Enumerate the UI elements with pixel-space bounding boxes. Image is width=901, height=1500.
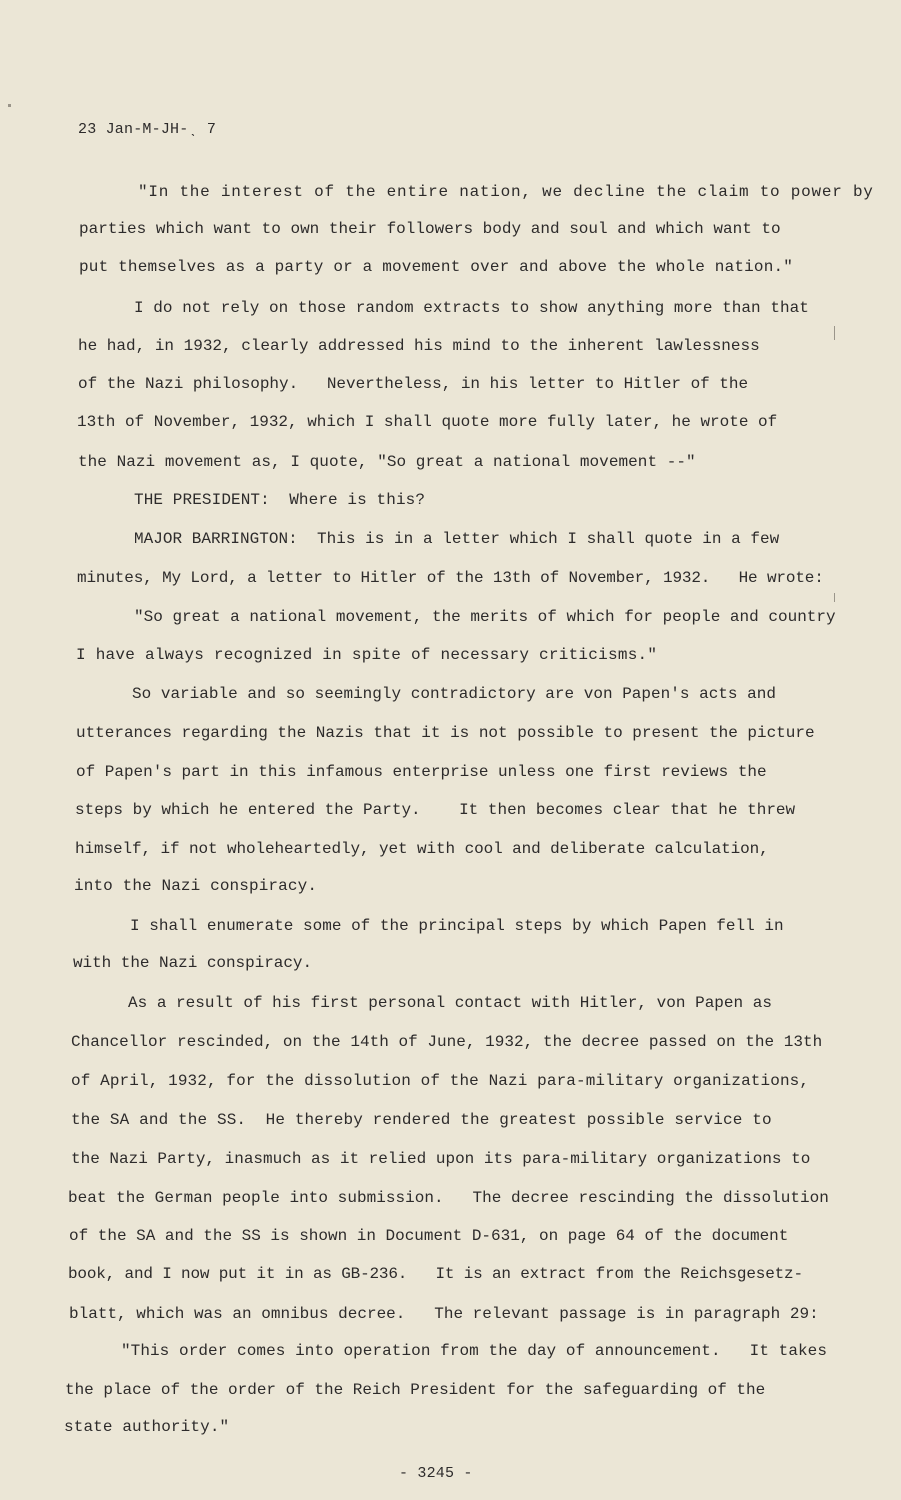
text-line: book, and I now put it in as GB-236. It is an extract from the Reichsgesetz- (68, 1265, 803, 1283)
text-line: the Nazi movement as, I quote, "So great a national movement --" (78, 453, 696, 471)
text-line: the Nazi Party, inasmuch as it relied upon its para-military organizations to (71, 1150, 811, 1168)
page-number: - 3245 - (399, 1465, 473, 1482)
text-line: utterances regarding the Nazis that it is not possible to present the picture (76, 724, 815, 742)
text-line: of Papen's part in this infamous enterprise unless one first reviews the (76, 763, 767, 781)
text-line: MAJOR BARRINGTON: This is in a letter which I shall quote in a few (134, 530, 780, 548)
text-line: I do not rely on those random extracts to show anything more than that (134, 299, 809, 317)
text-line: the place of the order of the Reich President for the safeguarding of the (65, 1381, 766, 1399)
text-line: "So great a national movement, the merits of which for people and country (134, 608, 836, 626)
text-line: "In the interest of the entire nation, we decline the claim to power by (138, 183, 874, 201)
text-line: he had, in 1932, clearly addressed his mind to the inherent lawlessness (78, 337, 760, 355)
text-line: beat the German people into submission. The decree rescinding the dissolution (68, 1189, 829, 1207)
text-line: of April, 1932, for the dissolution of the Nazi para-military organizations, (71, 1072, 810, 1090)
text-line: put themselves as a party or a movement over and above the whole nation." (79, 258, 794, 276)
text-line: THE PRESIDENT: Where is this? (134, 491, 426, 509)
text-line: blatt, which was an omnibus decree. The relevant passage is in paragraph 29: (69, 1305, 819, 1323)
text-line: "This order comes into operation from the day of announcement. It takes (121, 1342, 828, 1360)
text-line: 13th of November, 1932, which I shall quote more fully later, he wrote of (77, 413, 778, 431)
text-line: with the Nazi conspiracy. (73, 954, 313, 972)
text-line: into the Nazi conspiracy. (74, 877, 318, 895)
text-line: steps by which he entered the Party. It then becomes clear that he threw (75, 801, 796, 819)
page-header: 23 Jan-M-JH-ˎ 7 (78, 121, 217, 138)
text-line: I have always recognized in spite of necessary criticisms." (76, 646, 658, 664)
text-line: of the Nazi philosophy. Nevertheless, in his letter to Hitler of the (78, 375, 749, 393)
text-line: the SA and the SS. He thereby rendered the greatest possible service to (71, 1111, 772, 1129)
margin-mark (834, 326, 835, 340)
text-line: Chancellor rescinded, on the 14th of June, 1932, the decree passed on the 13th (71, 1033, 823, 1051)
text-line: I shall enumerate some of the principal steps by which Papen fell in (130, 917, 784, 935)
text-line: of the SA and the SS is shown in Document D-631, on page 64 of the document (69, 1227, 789, 1245)
text-line: So variable and so seemingly contradictory are von Papen's acts and (132, 685, 776, 703)
text-line: himself, if not wholeheartedly, yet with cool and deliberate calculation, (75, 840, 769, 858)
text-line: state authority." (64, 1418, 230, 1436)
text-line: As a result of his first personal contact with Hitler, von Papen as (128, 994, 772, 1012)
margin-mark (834, 593, 835, 602)
text-line: parties which want to own their followers body and soul and which want to (79, 220, 781, 238)
margin-mark (8, 104, 11, 107)
text-line: minutes, My Lord, a letter to Hitler of the 13th of November, 1932. He wrote: (77, 569, 824, 587)
